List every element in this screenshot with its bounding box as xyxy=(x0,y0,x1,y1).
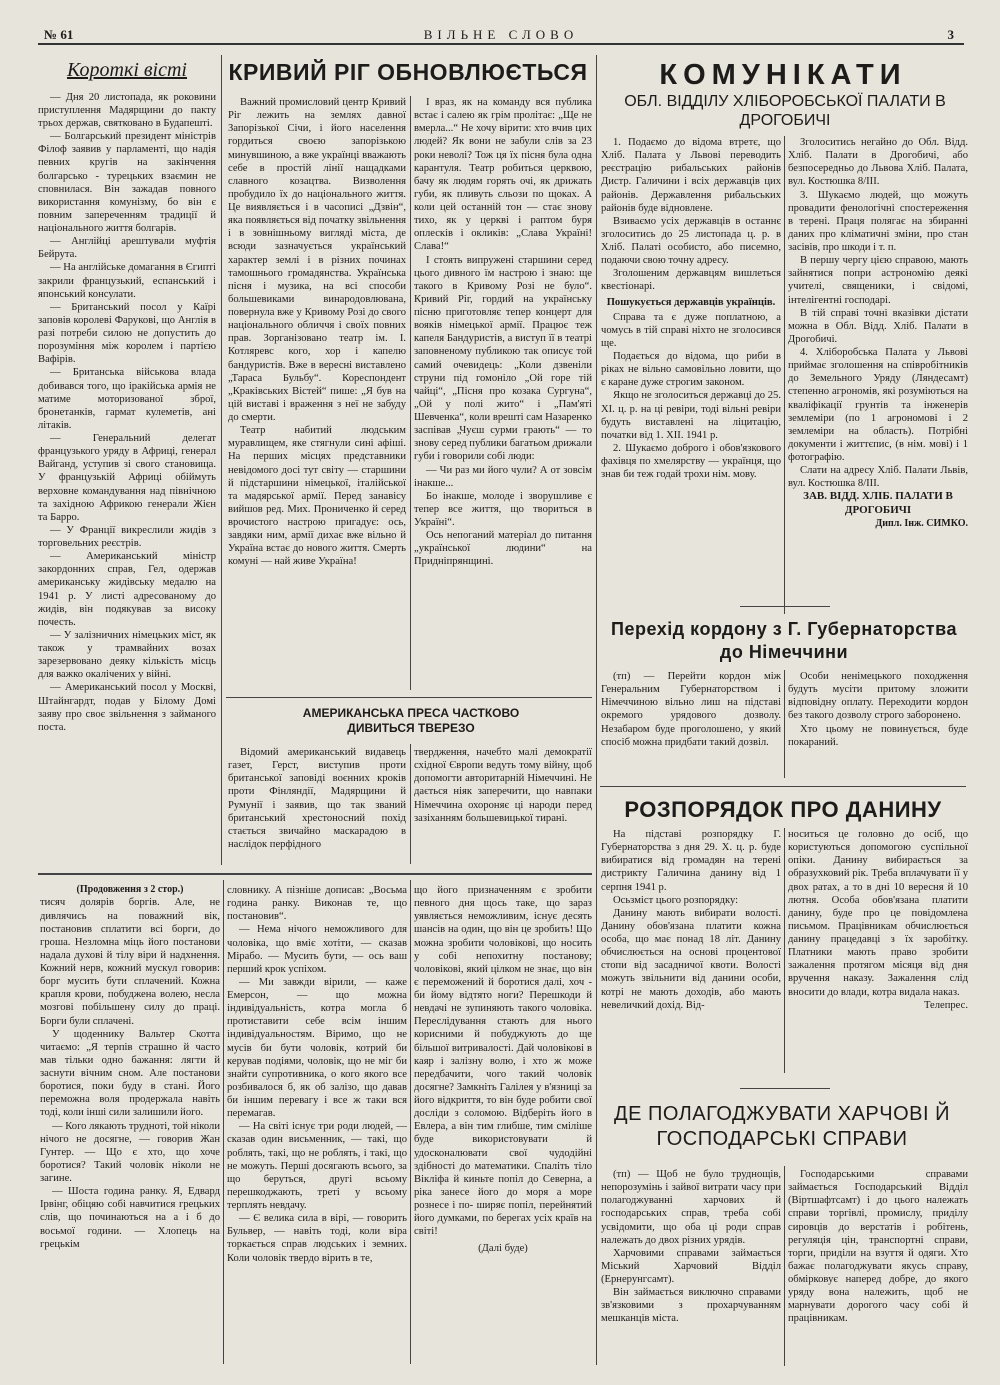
news-item: — Британська військова влада добивався того, що іракійська армія не матиме моторизованої зброї, бронетанків, гармат кулеметів, ані літаків. xyxy=(38,367,216,431)
kryvyi-rih-column-1 xyxy=(228,96,406,692)
column-rule xyxy=(784,1166,785,1366)
food-column-1 xyxy=(601,1168,781,1368)
article-paragraph: — Кого лякають трудноті, той ніколи нічого не досягне, — говорив Жан Гунтер. — Що є хто, що хоче боротися? Такий чоловік ніколи не загине. xyxy=(40,1120,220,1185)
article-paragraph: Ось непоганий матеріал до питання „української людини“ на Придніпрянщині. xyxy=(414,530,592,568)
article-paragraph: 3. Шукаємо людей, що можуть провадити фенологічні спостереження в терені. Праця полягає на збиранні даних про кліматичні зміни, про стан засівів, про шкоди і т. п. xyxy=(788,189,968,253)
article-paragraph: Справа та є дуже поплатною, а чомусь в тій справі ніхто не зголосився ще. xyxy=(601,311,781,349)
article-paragraph: — Є велика сила в вірі, — говорить Бульвер, — навіть тоді, коли віра торкається справ людських і земних. Коли чоловік твердо вірить в те, xyxy=(227,1213,407,1264)
article-paragraph: — Чи раз ми його чули? А от зовсім інакше... xyxy=(414,464,592,489)
news-item: — Англійці арештували муфтія Бейрута. xyxy=(38,236,216,261)
us-press-column-2 xyxy=(414,746,592,866)
article-paragraph: Зголошеним державцям вишлеться квестіонарі. xyxy=(601,268,781,293)
communique-signature: ЗАВ. ВІДД. ХЛІБ. ПАЛАТИ В ДРОГОБИЧІ xyxy=(803,490,953,516)
communique-signer: Дипл. Інж. СИМКО. xyxy=(875,517,968,529)
section-rule xyxy=(38,873,592,875)
column-rule xyxy=(410,744,411,864)
article-paragraph: Якщо не зголоситься державці до 25. XI. ц. р. на ці ревіри, тоді вільні ревіри будуть виставлені на ліцитацію, початки від 1. XII. 1941 р. xyxy=(601,390,781,441)
article-paragraph: — Нема нічого неможливого для чоловіка, що вміє хотіти, — сказав Мірабо. — Мусить бути, — ось ваш перший крок успіхом. xyxy=(227,924,407,975)
communique-column-1 xyxy=(601,136,781,616)
news-item: — Дня 20 листопада, як роковини приступлення Мадярщини до пакту трьох держав, святковано в Будапешті. xyxy=(38,91,216,130)
article-paragraph: Слати на адресу Хліб. Палати Львів, вул. Костюшка 8/ІІІ. xyxy=(788,465,968,490)
article-paragraph: тисяч долярів боргів. Але, не дивлячись на поважний вік, постановив сплатити всі борги, до гроша. Незломна міць його постанови надала духові й тілу віри й надхнення. Кожний нерв, кожний мускул говорив: борг мусить бути сплачений. Кожна крапля крови, побуджена волею, несла мозгові побільшену силу до праці. Борги були сплачені. xyxy=(40,897,220,1027)
article-paragraph: У щоденнику Вальтер Скотта читаємо: „Я терпів страшно й часто мав тільки одно бажання: лягти й заснути вічним сном. Але постанови боротися, поки буду в стані. Його переможна воля продержала навіть тоді, коли інші сили залишили його. xyxy=(40,1028,220,1119)
article-paragraph: Взиваємо усіх державців в останнє зголоситись до 25 листопада ц. р. в Хліб. Палаті особисто, або писемно, подаючи свою точну адресу. xyxy=(601,215,781,267)
masthead xyxy=(38,27,964,45)
communique-heading: КОМУНІКАТИ xyxy=(659,59,907,91)
article-paragraph: Важний промисловий центр Кривий Ріг лежить на землях давної Запорізької Січи, і його населення гордиться своєю запорізькою минувшиною, а вже українці вважають себе в простій лінії нащадками славного козацтва. Визволення пробудило їх до національного життя. Це виявляється і в часописі „Дзвін“, яка появляється від початку звільнення і в зовнішньому вигляді міста, де всюди зазначується український характер землі і в різних починах тамошнього громадянства. Українська пісня і музика, на всі способи большевиками винародовлювана, повернула вже у Кривому Розі до свого національного обличчя і своїх повних прав. Зорганізовано театр ім. І. Котляревс кого, хор і капелю бандуристів. Вже в вересні виставлено „Тараса Бульбу“. Кореспондент „Краківських Вістей“ пише: „Я був на цій виставі і враження з неї не забуду до смерти. xyxy=(228,97,406,423)
article-paragraph: В першу чергу цією справою, мають зайнятися попри астрономію деякі учителі, священики, і свідомі, інтелігентні господарі. xyxy=(788,255,968,306)
article-paragraph: Особи ненімецького походження будуть мусіти притому зложити відповідну оплату. Переходити кордон без такого дозволу строго заборонено. xyxy=(788,671,968,722)
column-rule xyxy=(784,670,785,778)
continued-note: (Продовження з 2 стор.) xyxy=(76,884,184,895)
article-paragraph: Данину мають вибирати волості. Данину обов'язана платити кожна особа, що має понад 18 літ. Данину обчислюється на основі процентової стопи від засадничої квоти. Волості можуть звільнити від данини особи, котрі не мають доходів, або мають невеличкий дохід. Від- xyxy=(601,907,781,1011)
news-item: — Болгарський президент міністрів Філоф заявив у парламенті, що надія певних кругів на закінчення болгарсько - турецьких взаємин не сповнилася. Він зажадав повного використання комунізму, бо він є повним запереченням традиції й національного життя болгарів. xyxy=(38,131,216,235)
news-item: — Британський посол у Каїрі заповів королеві Фарукові, що Англія в разі потреби силою не допустить до порозуміння між королем і партією Вафірів. xyxy=(38,301,216,366)
short-news-heading: Короткі вісті xyxy=(67,59,187,81)
continued-column-3 xyxy=(414,884,592,1364)
article-paragraph: Харчовими справами займається Міський Харчовий Відділ (Ернерунгсамт). xyxy=(601,1247,781,1285)
column-rule xyxy=(784,136,785,614)
border-column-2 xyxy=(788,670,968,780)
news-item: — На англійське домагання в Єгипті закрили французький, еспанський і японський консулати. xyxy=(38,262,216,300)
article-paragraph: що його призначенням є зробити певного дня щось таке, що зараз уявляється неможливим, існує десять шансів на один, що він це зробить! Що можна зробити чоловікові, що носить у собі непохитну постанову; чоловікові, який цілком не знає, що він є переможений й боротися далі, хоч - би йому відтято ноги? Перешкоди й невдачі не зупиняють такого чоловіка. Переслідування стають для нього корисними й побуджують до ще більшої витривалості. Дай чоловікові в каяр і залізну волю, і хто ж може передбачити, чого такий чоловік досягне? Замкніть Галілея у в'язниці за його відкриття, то він буде робити свої досліди з соломою. Відберіть його в Евлера, а він тим глибше, тим сміліше буде використовувати й удосконалювати свої чудодійні здібності до математики. Спаліть тіло Вікліфа й киньте попіл до Северна, а ріка занесе його до моря а море рознесе і по- ширяє попіл, перейнятий його думками, по берегах усіх країв на світі! xyxy=(414,885,592,1238)
news-item: — Генеральний делегат французького уряду в Африці, генерал Вайганд, уступив зі свого становища. У французькій Африці обіймуть верховне командування над північною та західною Африкою генерали Жієн та Барро. xyxy=(38,433,216,523)
article-paragraph: (тп) — Перейти кордон між Генеральним Губернаторством і Німеччиною вільно лиш на підставі окремого урядового дозволу. Незабаром буде проголошено, у який спосіб можна придбати такий дозвіл. xyxy=(601,671,781,748)
article-paragraph: — Ми завжди вірили, — каже Емерсон, — що можна індивідуальність, котра могла б протиставити себе всім іншим індивідуальностям. Віримо, що не мусів би бути чоловік, котрий би керував подіями, чоловік, що не міг би знайти супротивника, о кого якого все розбивалося б, як об залізо, що давав би іншим перевагу і все ж таки вся перемагав. xyxy=(227,976,407,1120)
column-rule xyxy=(410,96,411,690)
continued-column-2 xyxy=(227,884,407,1364)
tax-heading: РОЗПОРЯДОК ПРО ДАНИНУ xyxy=(624,797,942,822)
news-item: — У залізничних німецьких міст, як також у трамвайних возах зарезервовано деяку кількість місць для важко окалічених у війні. xyxy=(38,629,216,681)
article-paragraph: словнику. А пізніше дописав: „Восьма година ранку. Виконав те, що постановив“. xyxy=(227,885,407,923)
article-paragraph: Театр набитий людським муравлищем, яке стягнули сині афіші. На перших місцях представники невідомого досі тут світу — старшини й підстаршини німецької, італійської та мадярської армії. Перед занавісу вийшов ред. Мих. Прониченко й серед врочистого настрою пригадує: ось, завдяки ним, армії дихає вже вільно й Україна встає до нового життя. Смерть комуні — най живе Україна! xyxy=(228,425,406,568)
section-rule xyxy=(600,786,966,787)
column-rule xyxy=(596,55,597,1365)
communique-subheading: ОБЛ. ВІДДІЛУ ХЛІБОРОБСЬКОЇ ПАЛАТИ В ДРОГОБИЧІ xyxy=(624,93,946,130)
column-rule xyxy=(221,55,222,865)
us-press-column-1 xyxy=(228,746,406,866)
tax-column-1 xyxy=(601,828,781,1073)
article-paragraph: Бо інакше, молоде і зворушливе є тепер все життя, що твориться в Україні“. xyxy=(414,490,592,528)
article-paragraph: носиться це головно до осіб, що користуються допомогою суспільної опіки. Данину вибирається за образухковий рік. Треба вплачувати її у двох ратах, а то в дні 10 вересня й 10 лютня. Особа обов'язана платити данину, буде про це повідомлена письмом. Працівникам обчислюється данину працедавці з їх заробітку. Платники мають право зробити зажалення протягом місяця від дня вручення наказу. Зажалення слід вносити до влади, котра видала наказ. xyxy=(788,829,968,998)
article-paragraph: (тп) — Щоб не було труднощів, непорозумінь і зайвої витрати часу при полагоджуванні харчових й господарських справ, треба собі усвідомити, що оба ці роди справ належать до двох різних урядів. xyxy=(601,1169,781,1246)
page-number: 3 xyxy=(947,27,954,42)
news-item: — Американський посол у Москві, Штайнгардт, подав у Білому Домі заяву про своє звільнення з займаного поста. xyxy=(38,682,216,733)
us-press-heading: АМЕРИКАНСЬКА ПРЕСА ЧАСТКОВО ДИВИТЬСЯ ТВЕРЕЗО xyxy=(302,706,520,735)
communique-column-2 xyxy=(788,136,968,616)
communique-subheading-2: Пошукується державців українців. xyxy=(606,296,776,308)
article-paragraph: — Шоста година ранку. Я, Едвард Ірвінг, обіцяю собі навчитися грецьких слів, що починаються на а і б до восьмої години. — Хлопець на грецькім xyxy=(40,1186,220,1250)
food-heading: ДЕ ПОЛАГОДЖУВАТИ ХАРЧОВІ Й ГОСПОДАРСЬКІ СПРАВИ xyxy=(614,1103,950,1150)
article-paragraph: Він займається виключно справами зв'язковими з прохарчуванням мешканців міста. xyxy=(601,1287,781,1325)
tax-column-2 xyxy=(788,828,968,1073)
section-rule xyxy=(740,1088,830,1089)
kryvyi-rih-heading: КРИВИЙ РІГ ОБНОВЛЮЄТЬСЯ xyxy=(228,59,588,85)
article-paragraph: — На світі існує три роди людей, — сказав один висьменник, — такі, що роблять, такі, що не роблять, і такі, що не можуть. Перші досягають всього, за що беруться, другі всьому перешкоджають, треті у всьому терплять невдачу. xyxy=(227,1121,407,1211)
column-rule xyxy=(784,828,785,1073)
article-paragraph: Відомий американський видавець газет, Герст, виступив проти британської заповіді воєнних кроків проти Фінляндії, Мадярщини й Румунії і заявив, що так званий британський хрестоносний похід стається звичайно маскарадою в наслідок перфідного xyxy=(228,747,406,850)
article-paragraph: Осьзміст цього розпорядку: xyxy=(613,894,739,906)
article-paragraph: І враз, як на команду вся публика встає і салею як грім пролітає: „Ще не вмерла...“ Не хочу вірити: хто вчив цих людей? Як вони не забули слів за 23 роки неволі? Тож ця їх пісня була одна карантуля. Театр робиться церквою, бачу як людям горять очі, як дрижать губи, як пливуть сльози по щоках. А коли цей останній тон — стає знову тихо, як у церкві і раптом буря оплесків і окликів: „Слава Україні! Слава!“ xyxy=(414,97,592,253)
article-paragraph: твердження, начебто малі демократії східної Європи ведуть тому війну, щоб допомогти авторитарній Німеччині. Не дається ніяк заперечити, що навпаки Німеччина охороняє ці народи перед зазіханням большевицької тирані. xyxy=(414,747,592,824)
section-rule xyxy=(740,606,830,607)
article-paragraph: 4. Хліборобська Палата у Львові приймає зголошення на співробітників до Земельного Уряду (Ляндесамт) степенно агрономів, які розуміються на кваліфікації грунтів та інженерів землеміри (по 1 агрономові і 2 землеміри на область). Потрібні документи і життєпис, (в нім. мові) і 1 фотографію. xyxy=(788,347,968,463)
newspaper-title: ВІЛЬНЕ СЛОВО xyxy=(423,27,579,42)
continued-column-1 xyxy=(40,884,220,1364)
article-paragraph: 2. Шукаємо доброго і обов'язкового фахівця по хмелярству — українця, що знав би теж годай трохи нім. мову. xyxy=(601,442,781,481)
news-item: — У Франції викреслили жидів з торговельних реєстрів. xyxy=(38,524,216,550)
article-paragraph: В тій справі точні вказівки дістати можна в Обл. Відд. Хліб. Палати в Дрогобичі. xyxy=(788,307,968,345)
article-paragraph: Подається до відома, що риби в ріках не вільно самовільно ловити, що є каране дуже строгим законом. xyxy=(601,351,781,389)
column-rule xyxy=(223,880,224,1364)
kryvyi-rih-column-2 xyxy=(414,96,592,692)
article-paragraph: На підставі розпорядку Г. Губернаторства з дня 29. Х. ц. р. буде вибиратися від громадян на терені дистрикту Галичина данину від 1 серпня 1941 р. xyxy=(601,829,781,893)
article-paragraph: Зголоситись негайно до Обл. Відд. Хліб. Палати в Дрогобичі, або безпосередньо до Львова Хліб. Палата, вул. Костюшка 8/ІІІ. xyxy=(788,137,968,188)
border-column-1 xyxy=(601,670,781,780)
section-rule xyxy=(226,697,592,698)
to-be-continued: (Далі буде) xyxy=(478,1243,528,1255)
news-item: — Американський міністр закордонних справ, Гел, одержав американську жидівську медалю на 1941 р. У листі адресованому до жидів, він подякував за високу почесть. xyxy=(38,551,216,628)
article-paragraph: І стоять випружені старшини серед цього дивного їм настрою і знаю: ще такого в Кривому Розі не було“. Кривий Ріг, гордий на українську пісню приготовляє тепер концерт для вояків німецької армії. Працює теж капеля Бандуристів, а виступ її в театрі заповненому публикою так описує той самий очевидець: „Коли дзвеніли струни під гомоніло „Ой горе тій чайці“, „Пісня про козака Сургуна“, „Ой у полі жито“ і „Пам'яті Шевченка“, коли врешті сам Назаренко заспівав „Чуєш сурми грають“ — то знову серед публики багатьом дрижали губи і говорили собі люди: xyxy=(414,254,592,463)
short-news-column xyxy=(38,58,216,866)
article-paragraph: Хто цьому не повинується, буде покараний. xyxy=(788,723,968,748)
tax-signer: Телепрес. xyxy=(923,999,968,1011)
article-paragraph: Господарськими справами займається Господарський Відділ (Віртшафтсамт) і до цього належать справи торгівлі, промислу, приділу сировців до верстатів і робітень, регуляція цін, транспортні справи, торги, приділи на взуття й одяги. Хто бажає полагоджувати якусь справу, обмірковує наперед добре, до якого уряду вона належить, щоб не марнувати дорогого часу собі й працівникам. xyxy=(788,1169,968,1325)
article-paragraph: 1. Подаємо до відома втретє, що Хліб. Палата у Львові переводить реєстрацію рибальських районів Дистр. Галичини і всіх державців цих районів. Державлення рибальських районів буде відновлене. xyxy=(601,137,781,214)
food-column-2 xyxy=(788,1168,968,1368)
border-heading: Перехід кордону з Г. Губернаторства до Німеччини xyxy=(611,619,957,663)
issue-number: № 61 xyxy=(44,27,74,42)
column-rule xyxy=(410,880,411,1364)
